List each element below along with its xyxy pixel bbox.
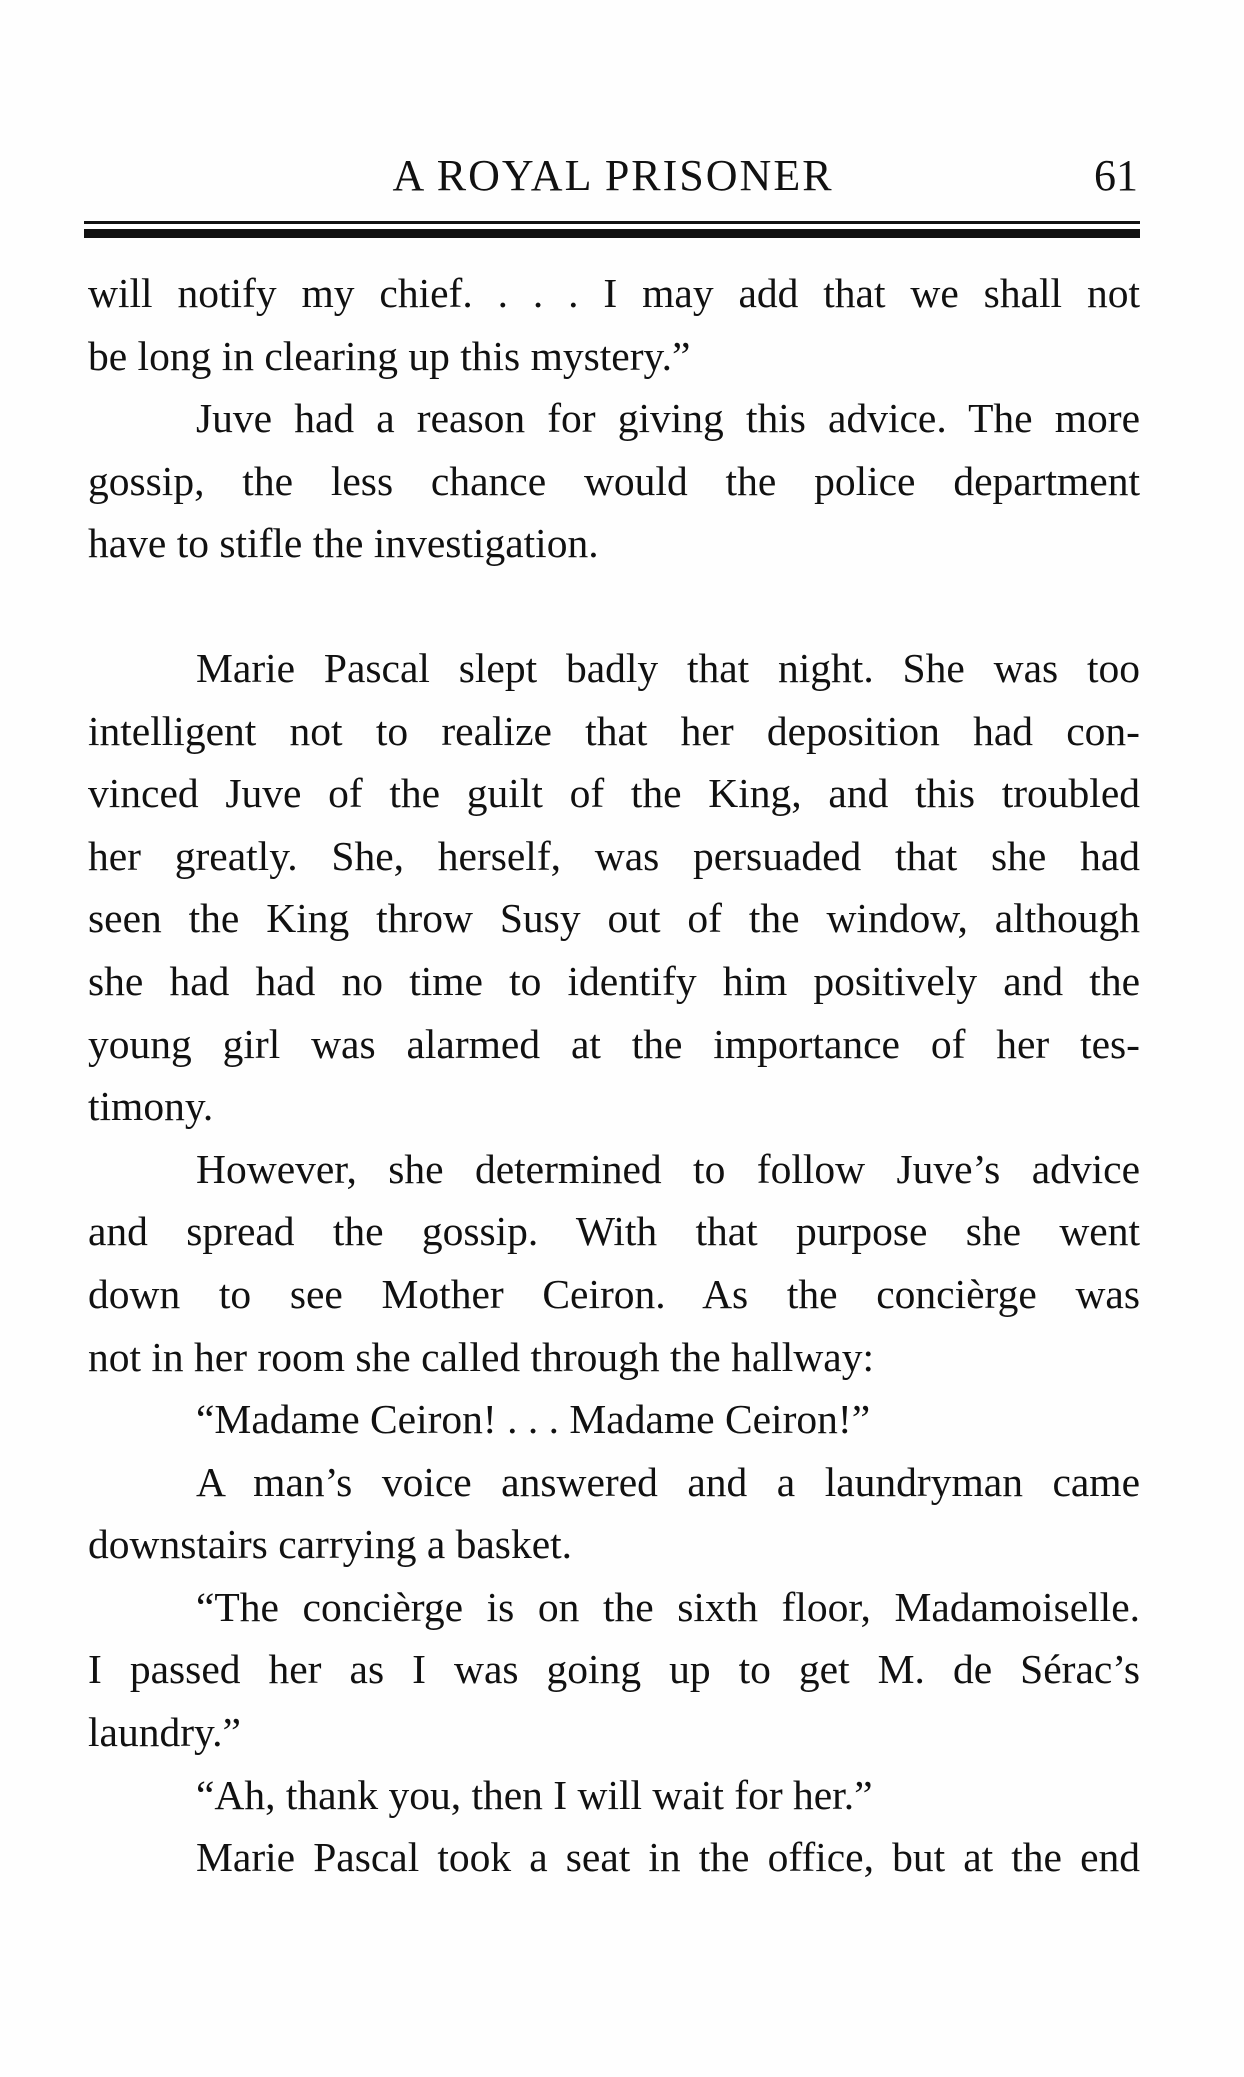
paragraph <box>88 1826 1140 1889</box>
header-rule-thin <box>84 221 1140 224</box>
text-line: However, she determined to follow Juve’s advice <box>196 1145 1140 1192</box>
paragraph <box>88 1388 1140 1451</box>
paragraph <box>88 387 1140 575</box>
text-line: seen the King throw Susy out of the window, although <box>88 895 1140 942</box>
text-line: not in her room she called through the hallway: <box>88 1333 874 1380</box>
paragraph <box>88 637 1140 1138</box>
page-header <box>88 148 1138 204</box>
text-line: A man’s voice answered and a laundryman came <box>196 1458 1140 1505</box>
text-line: and spread the gossip. With that purpose she went <box>88 1208 1140 1255</box>
text-line: have to stifle the investigation. <box>88 520 599 567</box>
header-rule-thick <box>84 229 1140 238</box>
paragraph <box>88 1451 1140 1576</box>
text-line: “Madame Ceiron! . . . Madame Ceiron!” <box>196 1396 871 1443</box>
text-line: vinced Juve of the guilt of the King, and this troubled <box>88 770 1140 817</box>
text-line: “The concièrge is on the sixth floor, Madamoiselle. <box>196 1583 1140 1630</box>
text-line: be long in clearing up this mystery.” <box>88 332 691 379</box>
text-line: downstairs carrying a basket. <box>88 1521 573 1568</box>
text-line: young girl was alarmed at the importance of her tes- <box>88 1020 1140 1067</box>
paragraph-continuation <box>88 262 1140 387</box>
section-break <box>88 575 1140 637</box>
paragraph <box>88 1764 1140 1827</box>
text-line: “Ah, thank you, then I will wait for her.” <box>196 1771 873 1818</box>
text-line: timony. <box>88 1083 214 1130</box>
page-number: 61 <box>1094 151 1138 200</box>
text-line: will notify my chief. . . . I may add that we shall not <box>88 270 1140 316</box>
text-line: gossip, the less chance would the police department <box>88 457 1140 504</box>
text-line: laundry.” <box>88 1709 241 1756</box>
paragraph <box>88 1576 1140 1764</box>
text-line: her greatly. She, herself, was persuaded that she had <box>88 832 1140 879</box>
text-line: Marie Pascal slept badly that night. She was too <box>196 644 1140 691</box>
text-line: she had had no time to identify him positively and the <box>88 957 1140 1004</box>
text-line: intelligent not to realize that her deposition had con- <box>88 707 1140 754</box>
paragraph <box>88 1138 1140 1388</box>
text-line: I passed her as I was going up to get M. de Sérac’s <box>88 1646 1140 1693</box>
text-line: down to see Mother Ceiron. As the concièrge was <box>88 1270 1140 1317</box>
text-line: Juve had a reason for giving this advice. The more <box>196 395 1140 442</box>
text-line: Marie Pascal took a seat in the office, but at the end <box>196 1834 1140 1881</box>
body-text <box>88 262 1140 1889</box>
running-head: A ROYAL PRISONER <box>392 151 834 200</box>
